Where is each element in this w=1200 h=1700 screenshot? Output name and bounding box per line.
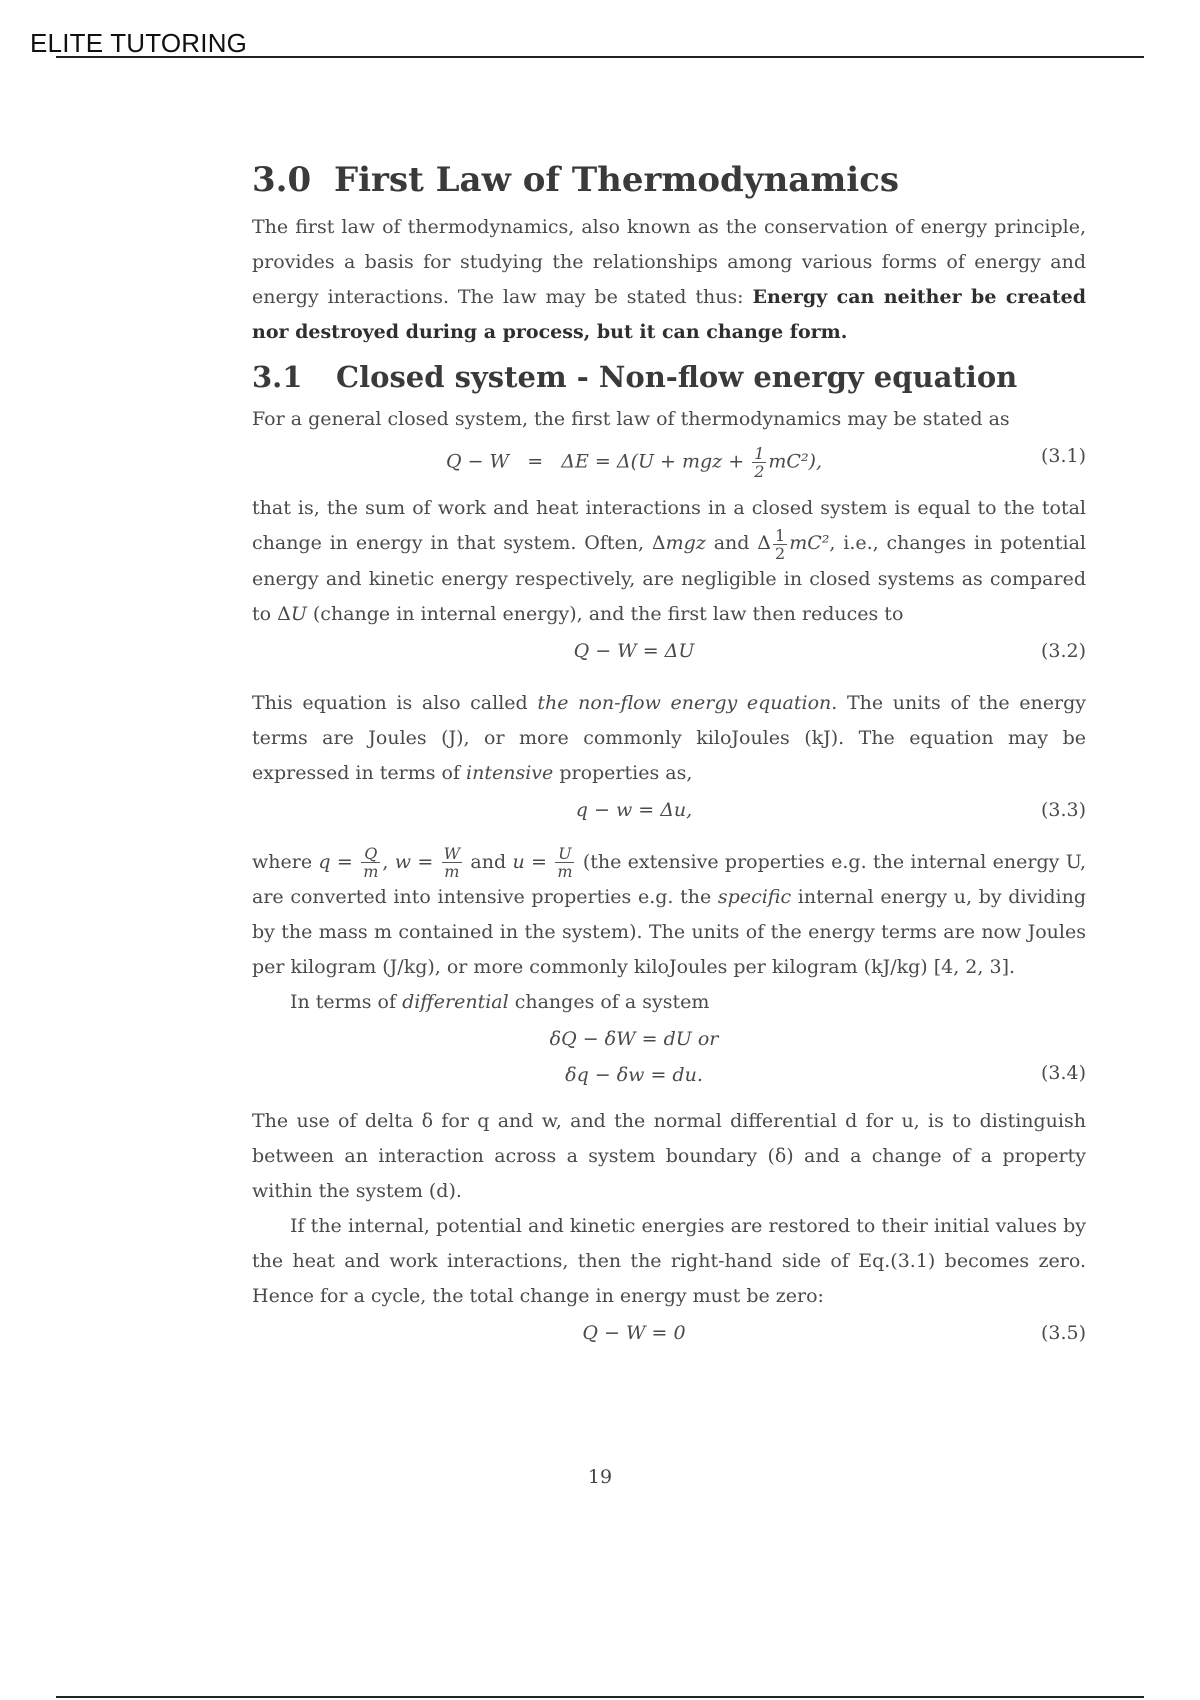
section-number: 3.0	[252, 160, 312, 200]
p2-part-g: (change in internal energy), and the first law then reduces to	[306, 602, 904, 625]
footer-rule	[56, 1696, 1144, 1698]
eq1-rhs-a: ΔE = Δ(U + mgz +	[561, 450, 751, 473]
eq3-body: q − w = Δu,	[575, 798, 693, 821]
section-heading	[252, 160, 1086, 200]
q-fraction: $\frac{Q}{m}$	[363, 844, 379, 881]
page-number: 19	[587, 1466, 613, 1488]
eq4-row-1: δQ − δW = dU or	[549, 1028, 719, 1050]
eq1-lhs: Q − W	[445, 450, 510, 473]
eq1-relation: =	[527, 450, 544, 473]
p5-part-b: differential	[402, 991, 509, 1013]
eq1-frac-num: 1	[754, 444, 765, 463]
equation-3-1	[252, 437, 1086, 491]
subsection-title: Closed system - Non-flow energy equation	[336, 360, 1018, 394]
p3-part-e: properties as,	[553, 761, 693, 784]
p4-part-c: specific	[717, 886, 792, 908]
section-title: First Law of Thermodynamics	[334, 160, 900, 200]
p2-part-e: , i.e., changes in potential energy and kinetic energy respectively, are negligible in closed systems as compared to Δ	[252, 532, 1086, 625]
equation-3-3	[252, 791, 1086, 845]
p2-part-d: mC²	[789, 532, 830, 554]
eq5-body: Q − W = 0	[582, 1322, 686, 1344]
p4-part-b: (the extensive properties e.g. the internal energy U, are converted into intensive properties e.g. the	[252, 850, 1086, 908]
p2-fraction	[773, 527, 787, 562]
intro-bold-statement: Energy can neither be created nor destroyed during a process, but it can change form.	[252, 286, 1087, 343]
paragraph-7: If the internal, potential and kinetic energies are restored to their initial values by the heat and work interactions, then the right-hand side of Eq.(3.1) becomes zero. Hence for a cycle, the total change in energy must be zero:	[252, 1215, 1086, 1307]
subsection-heading	[252, 360, 1086, 394]
p2-part-c: and Δ	[705, 532, 771, 554]
equation-tag-3-2: (3.2)	[1040, 639, 1086, 662]
intro-paragraph	[252, 210, 1086, 350]
equation-3-2	[252, 632, 1086, 686]
paragraph-4: where q = $\frac{Q}{m}$ , w = $\frac{W}{m}$ and u = $\frac{U}{m}$ (the extensive properties e.g. the internal energy U, are converted into intensive properties e.g. the specific internal energy u, by dividing by the mass m contained in the system). The units of the energy terms are now Joules per kilogram (J/kg), or more commonly kiloJoules per kilogram (kJ/kg) [4, 2, 3].	[252, 844, 1086, 978]
paragraph-1: For a general closed system, the first law of thermodynamics may be stated as	[252, 408, 1010, 430]
eq2-body: Q − W = ΔU	[573, 639, 695, 662]
equation-3-5	[252, 1314, 1086, 1368]
p2-frac-den: 2	[775, 543, 786, 563]
p2-part-b: mgz	[665, 532, 706, 554]
eq4-row-2: δq − δw = du.	[565, 1064, 703, 1086]
document-header: ELITE TUTORING	[30, 28, 248, 58]
paragraph-5	[252, 985, 1086, 1020]
subsection-number: 3.1	[252, 360, 303, 394]
p3-part-c: . The units of the energy terms are Joules (J), or more commonly kiloJoules (kJ). The equation may be expressed in terms of	[252, 691, 1087, 784]
p4-part-a: where	[252, 850, 319, 873]
p5-part-a: In terms of	[290, 991, 403, 1013]
paragraph-2	[252, 491, 1086, 632]
equation-tag-3-3: (3.3)	[1040, 798, 1086, 821]
equation-tag-3-4: (3.4)	[1040, 1062, 1086, 1084]
eq1-fraction	[752, 445, 766, 480]
equation-3-4	[252, 1020, 1086, 1104]
w-fraction: $\frac{W}{m}$	[443, 844, 461, 881]
paragraph-3	[252, 686, 1086, 791]
u-fraction: $\frac{U}{m}$	[557, 844, 573, 881]
p2-part-f: U	[290, 602, 307, 625]
p3-part-d: intensive	[466, 761, 554, 784]
p5-part-c: changes of a system	[508, 991, 710, 1013]
p2-frac-num: 1	[775, 525, 786, 545]
equation-tag-3-5: (3.5)	[1040, 1322, 1086, 1344]
p2-part-a: that is, the sum of work and heat interactions in a closed system is equal to the total change in energy in that system. Often, Δ	[252, 497, 1086, 554]
eq1-frac-den: 2	[754, 462, 765, 481]
eq1-rhs-b: mC²),	[768, 450, 823, 473]
intro-text: The first law of thermodynamics, also known as the conservation of energy principle, provides a basis for studying the relationships among various forms of energy and energy interactions. The law may be stated thus:	[252, 216, 1086, 308]
page-content	[252, 160, 1086, 1368]
p3-part-a: This equation is also called	[252, 691, 538, 714]
paragraph-6: The use of delta δ for q and w, and the normal differential d for u, is to distinguish between an interaction across a system boundary (δ) and a change of a property within the system (d).	[252, 1110, 1086, 1202]
header-rule	[56, 56, 1144, 58]
p4-part-d: internal energy u, by dividing by the mass m contained in the system). The units of the energy terms are now Joules per kilogram (J/kg), or more commonly kiloJoules per kilogram (kJ/kg) [4, 2, 3].	[252, 886, 1086, 978]
equation-tag-3-1: (3.1)	[1040, 445, 1086, 467]
p3-part-b: the non-flow energy equation	[537, 691, 832, 714]
